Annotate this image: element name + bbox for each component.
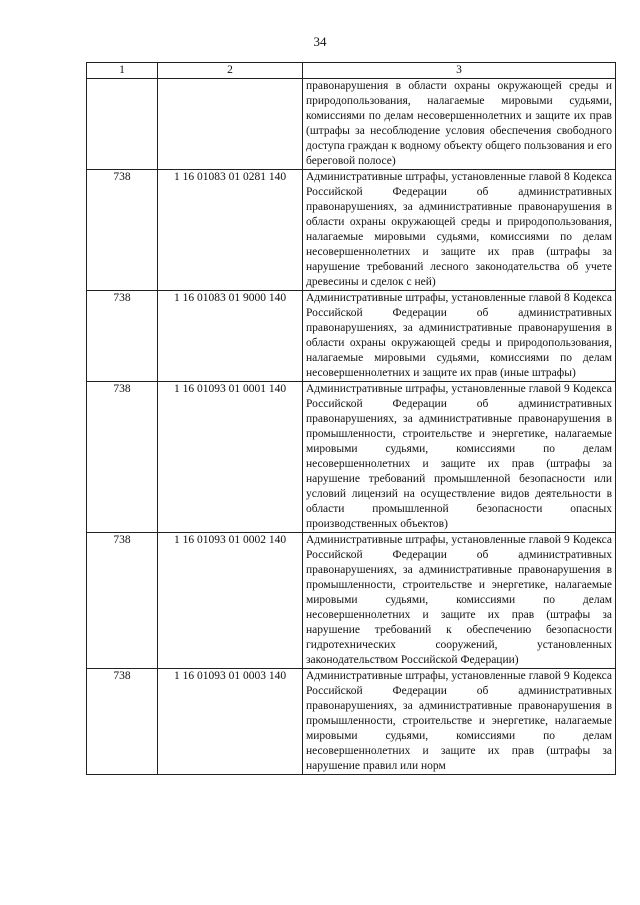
table-row [87,291,616,382]
table-row [87,382,616,533]
description-cell: Административные штрафы, установленные главой 8 Кодекса Российской Федерации об административных правонарушениях, за административные правонарушения в области охраны окружающей среды и природопользования, налагаемые мировыми судьями, комиссиями по делам несовершеннолетних и защите их прав (штрафы за нарушение требований лесного законодательства об учете древесины и сделок с ней) [303,170,616,291]
admin-code-cell: 738 [87,291,158,382]
column-header-3: 3 [303,63,616,79]
description-cell: Административные штрафы, установленные главой 9 Кодекса Российской Федерации об административных правонарушениях, за административные правонарушения в промышленности, строительстве и энергетике, налагаемые мировыми судьями, комиссиями по делам несовершеннолетних и защите их прав (штрафы за нарушение правил или норм [303,669,616,775]
admin-code-cell [87,79,158,170]
description-cell: Административные штрафы, установленные главой 8 Кодекса Российской Федерации об административных правонарушениях, за административные правонарушения в области охраны окружающей среды и природопользования, налагаемые мировыми судьями, комиссиями по делам несовершеннолетних и защите их прав (иные штрафы) [303,291,616,382]
kbk-code-cell: 1 16 01083 01 0281 140 [158,170,303,291]
budget-codes-table [86,62,616,775]
description-cell: правонарушения в области охраны окружающей среды и природопользования, налагаемые мировыми судьями, комиссиями по делам несовершеннолетних и защите их прав (штрафы за несоблюдение условия обеспечения свободного доступа граждан к водному объекту общего пользования и его береговой полосе) [303,79,616,170]
admin-code-cell: 738 [87,382,158,533]
column-header-1: 1 [87,63,158,79]
table-row [87,669,616,775]
table-row [87,79,616,170]
description-cell: Административные штрафы, установленные главой 9 Кодекса Российской Федерации об административных правонарушениях, за административные правонарушения в промышленности, строительстве и энергетике, налагаемые мировыми судьями, комиссиями по делам несовершеннолетних и защите их прав (штрафы за нарушение требований к обеспечению безопасности гидротехнических сооружений, установленных законодательством Российской Федерации) [303,533,616,669]
kbk-code-cell: 1 16 01093 01 0002 140 [158,533,303,669]
admin-code-cell: 738 [87,533,158,669]
kbk-code-cell [158,79,303,170]
page-number: 34 [313,34,327,49]
kbk-code-cell: 1 16 01083 01 9000 140 [158,291,303,382]
column-header-2: 2 [158,63,303,79]
table-header-row [87,63,616,79]
description-cell: Административные штрафы, установленные главой 9 Кодекса Российской Федерации об административных правонарушениях, за административные правонарушения в промышленности, строительстве и энергетике, налагаемые мировыми судьями, комиссиями по делам несовершеннолетних и защите их прав (штрафы за нарушение требований промышленной безопасности или условий лицензий на осуществление видов деятельности в области промышленной безопасности опасных производственных объектов) [303,382,616,533]
admin-code-cell: 738 [87,170,158,291]
kbk-code-cell: 1 16 01093 01 0001 140 [158,382,303,533]
table-row [87,533,616,669]
admin-code-cell: 738 [87,669,158,775]
kbk-code-cell: 1 16 01093 01 0003 140 [158,669,303,775]
table-row [87,170,616,291]
